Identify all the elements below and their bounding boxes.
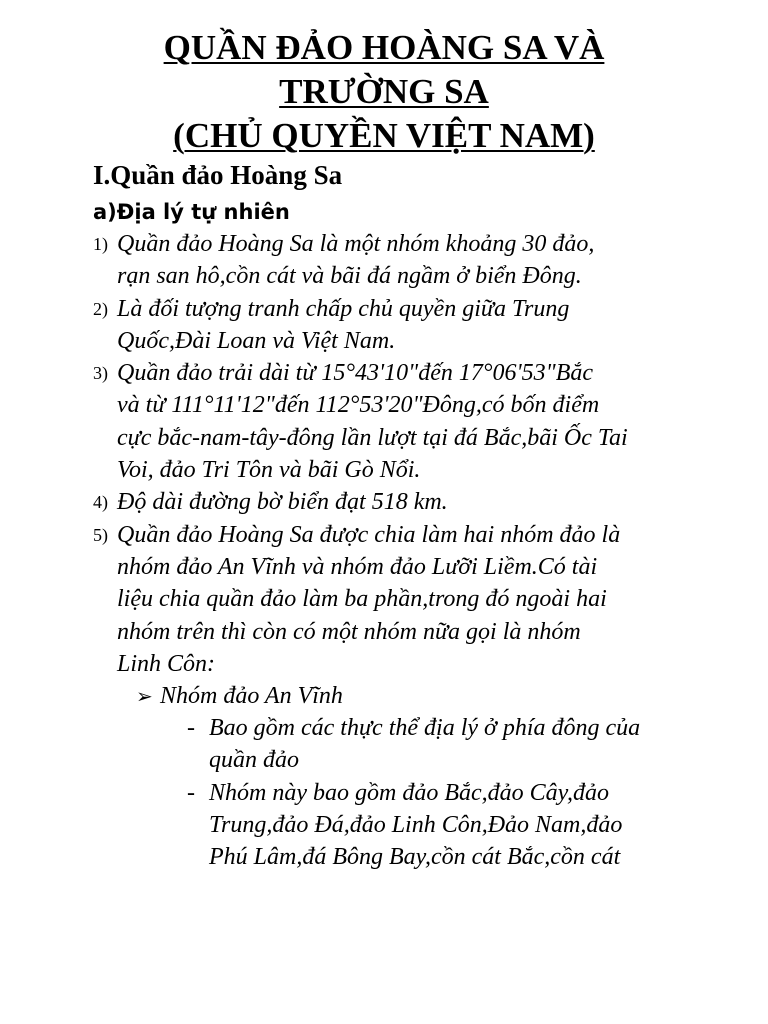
list-item-line: Linh Côn: <box>117 650 216 677</box>
list-item-line: rạn san hô,cồn cát và bãi đá ngầm ở biển Đông. <box>117 263 582 290</box>
section-heading: I.Quần đảo Hoàng Sa <box>93 160 343 190</box>
dash-marker: - <box>187 715 195 741</box>
title-line-2: TRƯỜNG SA <box>279 72 489 111</box>
list-item-line: cực bắc-nam-tây-đông lần lượt tại đá Bắc,bãi Ốc Tai <box>117 424 628 451</box>
list-item <box>0 519 768 680</box>
list-item-line: nhóm trên thì còn có một nhóm nữa gọi là nhóm <box>117 618 581 645</box>
list-item-number: 3) <box>93 363 108 384</box>
dash-list-line: Bao gồm các thực thể địa lý ở phía đông của <box>209 715 641 741</box>
list-item-line: Quần đảo Hoàng Sa là một nhóm khoảng 30 đảo, <box>117 231 595 257</box>
dash-list <box>0 712 768 873</box>
dash-list-line: Trung,đảo Đá,đảo Linh Côn,Đảo Nam,đảo <box>209 811 623 838</box>
numbered-list <box>0 228 768 680</box>
subgroup-label: Nhóm đảo An Vĩnh <box>160 683 343 709</box>
list-item-number: 4) <box>93 492 108 513</box>
dash-list-item <box>0 712 768 777</box>
subgroup-heading <box>136 680 343 713</box>
list-item-line: Là đối tượng tranh chấp chủ quyền giữa Trung <box>117 295 570 322</box>
list-item-line: nhóm đảo An Vĩnh và nhóm đảo Lưỡi Liềm.Có tài <box>117 553 598 580</box>
list-item <box>0 228 768 293</box>
dash-marker: - <box>187 779 195 806</box>
document-title <box>0 26 768 158</box>
list-item <box>0 293 768 358</box>
list-item-line: Quốc,Đài Loan và Việt Nam. <box>117 327 396 354</box>
subsection-heading: a)Địa lý tự nhiên <box>93 200 290 224</box>
list-item-line: Quần đảo trải dài từ 15°43'10"đến 17°06'53"Bắc <box>117 360 594 387</box>
title-line-3: (CHỦ QUYỀN VIỆT NAM) <box>173 116 595 155</box>
list-item-number: 5) <box>93 524 108 545</box>
dash-list-line: Phú Lâm,đá Bông Bay,cồn cát Bắc,cồn cát <box>209 844 621 871</box>
list-item <box>0 486 768 518</box>
list-item-number: 2) <box>93 298 108 319</box>
list-item-number: 1) <box>93 234 108 254</box>
dash-list-line: quần đảo <box>209 747 299 774</box>
list-item-line: Độ dài đường bờ biển đạt 518 km. <box>117 489 448 516</box>
list-item-line: Voi, đảo Tri Tôn và bãi Gò Nổi. <box>117 457 421 484</box>
list-item <box>0 357 768 486</box>
list-item-line: Quần đảo Hoàng Sa được chia làm hai nhóm đảo là <box>117 521 621 548</box>
dash-list-item <box>0 777 768 874</box>
list-item-line: và từ 111°11'12"đến 112°53'20"Đông,có bốn điểm <box>117 392 600 419</box>
title-line-1: QUẦN ĐẢO HOÀNG SA VÀ <box>163 28 605 67</box>
arrow-bullet-icon: ➢ <box>136 686 153 708</box>
list-item-line: liệu chia quần đảo làm ba phần,trong đó ngoài hai <box>117 586 607 613</box>
dash-list-line: Nhóm này bao gồm đảo Bắc,đảo Cây,đảo <box>209 779 609 806</box>
